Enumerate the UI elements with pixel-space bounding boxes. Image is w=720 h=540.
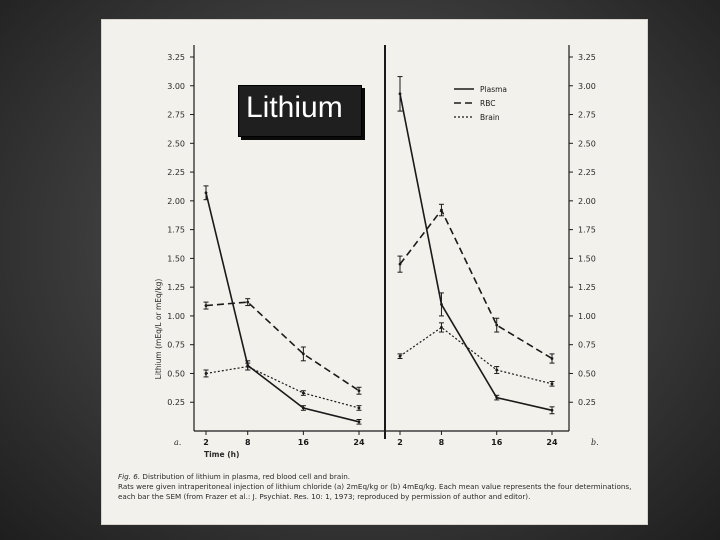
panel-b-rbc-point bbox=[495, 324, 498, 327]
legend-plasma-label: Plasma bbox=[480, 85, 508, 94]
panel-b-plasma-point bbox=[551, 409, 554, 412]
panel-b-plasma-point bbox=[440, 303, 443, 306]
panel-b-y-tick-label: 0.75 bbox=[578, 340, 596, 350]
panel-a-brain-line bbox=[206, 367, 359, 408]
panel-a-y-tick-label: 2.50 bbox=[167, 139, 185, 149]
panel-b-rbc-line bbox=[400, 210, 552, 358]
legend-rbc-label: RBC bbox=[480, 99, 496, 108]
panel-b-brain-point bbox=[440, 326, 443, 329]
panel-a-rbc-point bbox=[205, 304, 208, 307]
panel-b-brain-point bbox=[495, 369, 498, 372]
panel-b-y-tick-label: 2.25 bbox=[578, 168, 596, 178]
panel-b-plasma-point bbox=[399, 92, 402, 95]
panel-a-plasma-line bbox=[206, 193, 359, 422]
panel-b-y-tick-label: 1.50 bbox=[578, 254, 596, 264]
panel-b-y-tick-label: 2.75 bbox=[578, 110, 596, 120]
panel-a-x-tick-label: 16 bbox=[297, 438, 309, 447]
panel-b-y-tick-label: 2.50 bbox=[578, 139, 596, 149]
panel-a-x-tick-label: 24 bbox=[353, 438, 365, 447]
panel-b-y-tick-label: 1.25 bbox=[578, 283, 596, 293]
panel-b-rbc-point bbox=[551, 357, 554, 360]
panel-b-brain-line bbox=[400, 327, 552, 383]
panel-b-brain-point bbox=[399, 355, 402, 358]
panel-b-x-tick-label: 8 bbox=[438, 438, 445, 447]
panel-a-y-tick-label: 1.75 bbox=[167, 225, 185, 235]
panel-a-rbc-line bbox=[206, 302, 359, 391]
panel-a-y-tick-label: 0.25 bbox=[167, 398, 185, 408]
caption-body: Rats were given intraperitoneal injection of lithium chloride (a) 2mEq/kg or (b) 4mEq/kg. Each mean value represents the four determinations, each bar the SEM (from Frazer et al.: J. Psychiat. Res. 10: 1, 1973; reproduced by permission of author and editor). bbox=[118, 482, 632, 501]
y-axis-title: Lithium (mEq/L or mEq/kg) bbox=[154, 278, 163, 380]
panel-a-y-tick-label: 2.25 bbox=[167, 168, 185, 178]
panel-a-y-tick-label: 1.50 bbox=[167, 254, 185, 264]
panel-a-plasma-point bbox=[358, 420, 361, 423]
x-axis-title: Time (h) bbox=[204, 450, 240, 459]
panel-b-y-tick-label: 2.00 bbox=[578, 196, 596, 206]
panel-b-y-tick-label: 0.25 bbox=[578, 398, 596, 408]
panel-b-y-tick-label: 0.50 bbox=[578, 369, 596, 379]
panel-b-x-tick-label: 24 bbox=[546, 438, 558, 447]
panel-a-y-tick-label: 1.00 bbox=[167, 311, 185, 321]
panel-b-plasma-point bbox=[495, 396, 498, 399]
panel-b-brain-point bbox=[551, 382, 554, 385]
legend-brain-label: Brain bbox=[480, 113, 500, 122]
panel-a-brain-point bbox=[302, 392, 305, 395]
panel-b-y-tick-label: 3.00 bbox=[578, 81, 596, 91]
lithium-distribution-chart bbox=[101, 19, 648, 525]
panel-a-y-tick-label: 0.75 bbox=[167, 340, 185, 350]
panel-b-x-tick-label: 2 bbox=[397, 438, 403, 447]
figure-photo bbox=[101, 19, 648, 525]
panel-a-y-tick-label: 0.50 bbox=[167, 369, 185, 379]
panel-a-brain-point bbox=[246, 365, 249, 368]
panel-a-x-tick-label: 2 bbox=[203, 438, 209, 447]
panel-b-y-tick-label: 3.25 bbox=[578, 53, 596, 62]
panel-a-rbc-point bbox=[302, 352, 305, 355]
slide-title: Lithium bbox=[246, 91, 343, 124]
panel-a-y-tick-label: 3.25 bbox=[167, 53, 185, 62]
panel-a-plasma-point bbox=[302, 407, 305, 410]
panel-a-x-tick-label: 8 bbox=[244, 438, 251, 447]
panel-b-rbc-point bbox=[440, 209, 443, 212]
panel-a-y-tick-label: 3.00 bbox=[167, 81, 185, 91]
panel-a-brain-point bbox=[205, 372, 208, 375]
panel-b-plasma-line bbox=[400, 94, 552, 410]
panel-b-label: b. bbox=[591, 438, 599, 447]
panel-a-y-tick-label: 1.25 bbox=[167, 283, 185, 293]
panel-b-rbc-point bbox=[399, 263, 402, 266]
panel-b-y-tick-label: 1.00 bbox=[578, 311, 596, 321]
panel-a-rbc-point bbox=[246, 301, 249, 304]
panel-a-y-tick-label: 2.75 bbox=[167, 110, 185, 120]
panel-a-y-tick-label: 2.00 bbox=[167, 196, 185, 206]
caption-title: Distribution of lithium in plasma, red blood cell and brain. bbox=[142, 472, 351, 481]
panel-a-label: a. bbox=[174, 438, 182, 447]
slide-title-box bbox=[238, 85, 362, 137]
panel-b-y-tick-label: 1.75 bbox=[578, 225, 596, 235]
panel-a-brain-point bbox=[358, 407, 361, 410]
panel-a-rbc-point bbox=[358, 389, 361, 392]
figure-caption bbox=[118, 472, 638, 502]
caption-label: Fig. 6. bbox=[118, 472, 141, 481]
panel-a-plasma-point bbox=[205, 191, 208, 194]
panel-b-x-tick-label: 16 bbox=[491, 438, 503, 447]
